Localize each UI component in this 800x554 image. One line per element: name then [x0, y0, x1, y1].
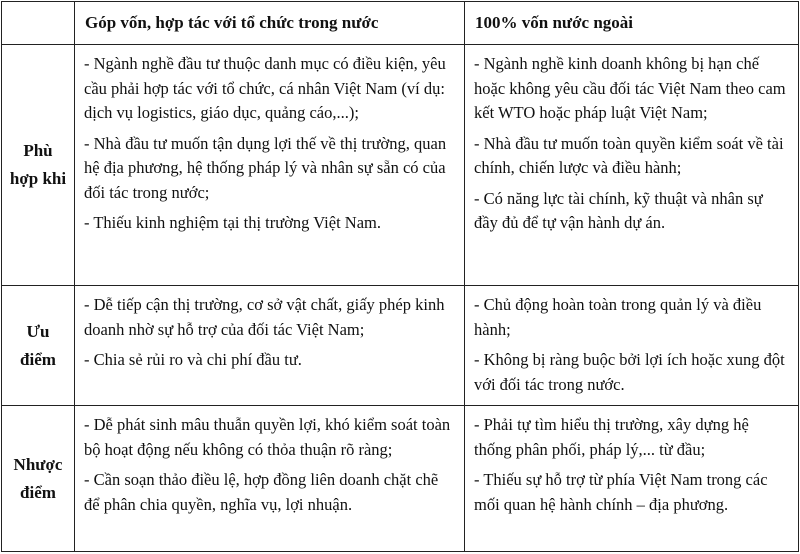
cell-suitable-domestic	[75, 45, 465, 286]
list-item: - Nhà đầu tư muốn toàn quyền kiểm soát về tài chính, chiến lược và điều hành;	[474, 133, 784, 177]
list-item: - Dễ phát sinh mâu thuẫn quyền lợi, khó kiểm soát toàn bộ hoạt động nếu không có thỏa thuận rõ ràng;	[84, 415, 451, 459]
list-item: - Ngành nghề đầu tư thuộc danh mục có điều kiện, yêu cầu phải hợp tác với tổ chức, cá nhân Việt Nam (ví dụ: dịch vụ logistics, giáo dục, quảng cáo,...);	[84, 54, 446, 122]
table-row-disadvantages	[2, 406, 799, 552]
header-row	[2, 2, 799, 45]
list-item: - Phải tự tìm hiểu thị trường, xây dựng hệ thống phân phối, pháp lý,... từ đầu;	[474, 415, 749, 459]
list-item: - Chủ động hoàn toàn trong quản lý và điều hành;	[474, 295, 762, 339]
list-item: - Thiếu sự hỗ trợ từ phía Việt Nam trong các mối quan hệ hành chính – địa phương.	[474, 470, 768, 514]
comparison-table	[1, 1, 799, 552]
table-row-suitable	[2, 45, 799, 286]
list-item: - Dễ tiếp cận thị trường, cơ sở vật chất, giấy phép kinh doanh nhờ sự hỗ trợ của đối tác Việt Nam;	[84, 295, 445, 339]
list-item: - Có năng lực tài chính, kỹ thuật và nhân sự đầy đủ để tự vận hành dự án.	[474, 188, 763, 232]
list-item: - Thiếu kinh nghiệm tại thị trường Việt Nam.	[84, 213, 381, 232]
list-item: - Ngành nghề kinh doanh không bị hạn chế hoặc không yêu cầu đối tác Việt Nam theo cam kết WTO hoặc pháp luật Việt Nam;	[474, 54, 786, 122]
header-blank-cell	[2, 2, 75, 45]
row-label-suitable: Phù hợp khi	[2, 45, 75, 286]
cell-disadvantages-domestic	[75, 406, 465, 552]
cell-advantages-domestic	[75, 286, 465, 406]
header-domestic: Góp vốn, hợp tác với tổ chức trong nước	[75, 2, 465, 45]
list-item: - Cần soạn thảo điều lệ, hợp đồng liên doanh chặt chẽ để phân chia quyền, nghĩa vụ, lợi nhuận.	[84, 470, 439, 514]
cell-advantages-foreign	[465, 286, 799, 406]
row-label-advantages: Ưu điểm	[2, 286, 75, 406]
cell-disadvantages-foreign	[465, 406, 799, 552]
list-item: - Nhà đầu tư muốn tận dụng lợi thế về thị trường, quan hệ địa phương, hệ thống pháp lý và nhân sự sẵn có của đối tác trong nước;	[84, 133, 447, 202]
table-row-advantages	[2, 286, 799, 406]
header-foreign: 100% vốn nước ngoài	[465, 2, 799, 45]
row-label-disadvantages: Nhược điểm	[2, 406, 75, 552]
list-item: - Không bị ràng buộc bởi lợi ích hoặc xung đột với đối tác trong nước.	[474, 350, 785, 394]
list-item: - Chia sẻ rủi ro và chi phí đầu tư.	[84, 350, 302, 369]
cell-suitable-foreign	[465, 45, 799, 286]
